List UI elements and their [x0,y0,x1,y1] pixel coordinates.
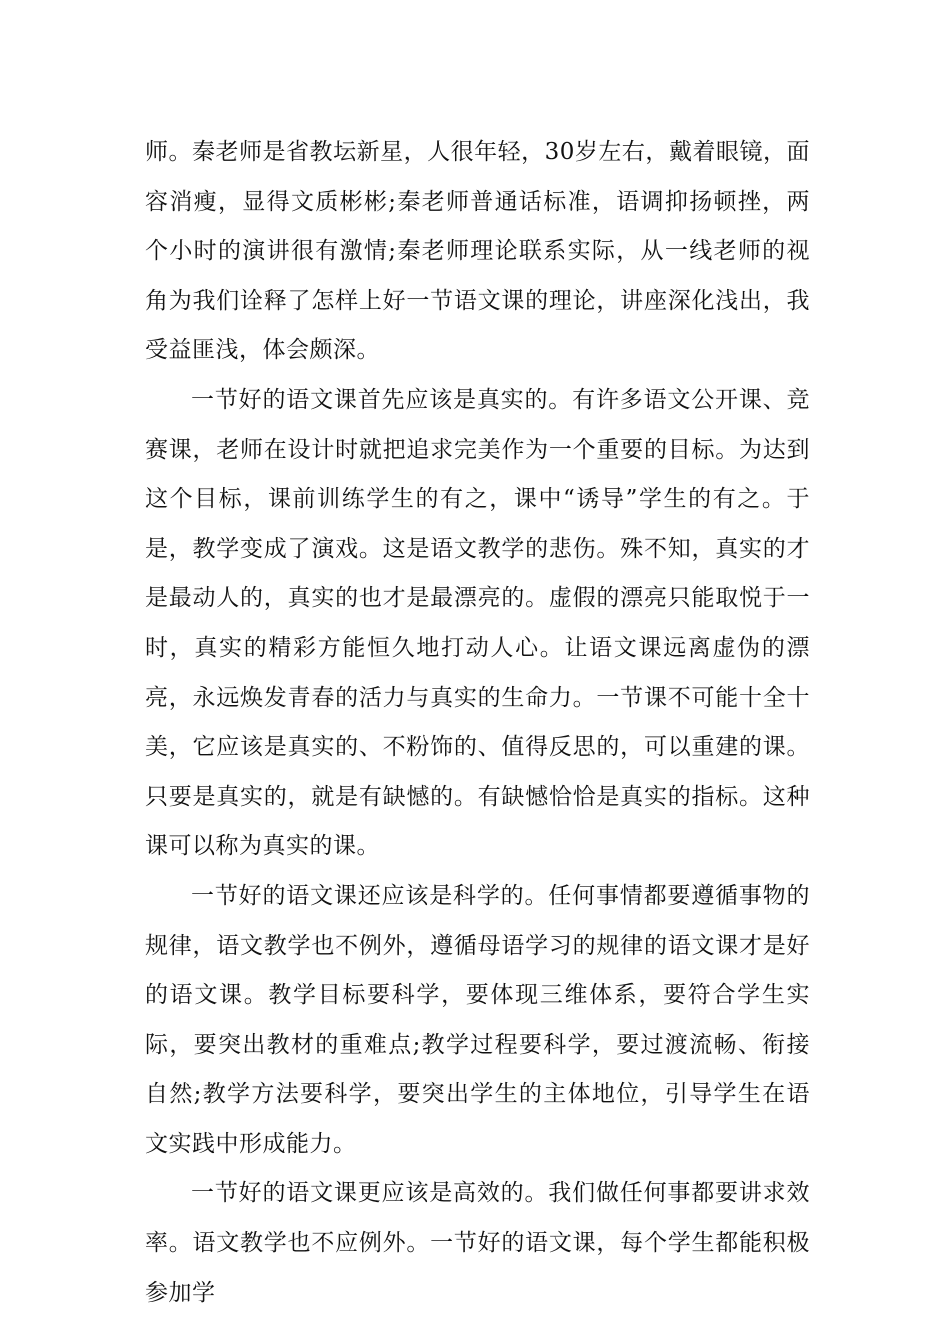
paragraph-1: 师。秦老师是省教坛新星，人很年轻，30岁左右，戴着眼镜，面容消瘦，显得文质彬彬;秦老师普通话标准，语调抑扬顿挫，两个小时的演讲很有激情;秦老师理论联系实际，从一线老师的视角为我们诠释了怎样上好一节语文课的理论，讲座深化浅出，我受益匪浅，体会颇深。 [145,139,810,364]
paragraph-2: 一节好的语文课首先应该是真实的。有许多语文公开课、竞赛课，老师在设计时就把追求完美作为一个重要的目标。为达到这个目标，课前训练学生的有之，课中“诱导”学生的有之。于是，教学变成了演戏。这是语文教学的悲伤。殊不知，真实的才是最动人的，真实的也才是最漂亮的。虚假的漂亮只能取悦于一时，真实的精彩方能恒久地打动人心。让语文课远离虚伪的漂亮，永远焕发青春的活力与真实的生命力。一节课不可能十全十美，它应该是真实的、不粉饰的、值得反思的，可以重建的课。只要是真实的，就是有缺憾的。有缺憾恰恰是真实的指标。这种课可以称为真实的课。 [145,386,810,860]
paragraph-4: 一节好的语文课更应该是高效的。我们做任何事都要讲求效率。语文教学也不应例外。一节好的语文课，每个学生都能积极参加学 [145,1180,810,1306]
paragraph-3: 一节好的语文课还应该是科学的。任何事情都要遵循事物的规律，语文教学也不例外，遵循母语学习的规律的语文课才是好的语文课。教学目标要科学，要体现三维体系，要符合学生实际，要突出教材的重难点;教学过程要科学，要过渡流畅、衔接自然;教学方法要科学，要突出学生的主体地位，引导学生在语文实践中形成能力。 [145,882,810,1157]
document-body [145,128,810,1318]
